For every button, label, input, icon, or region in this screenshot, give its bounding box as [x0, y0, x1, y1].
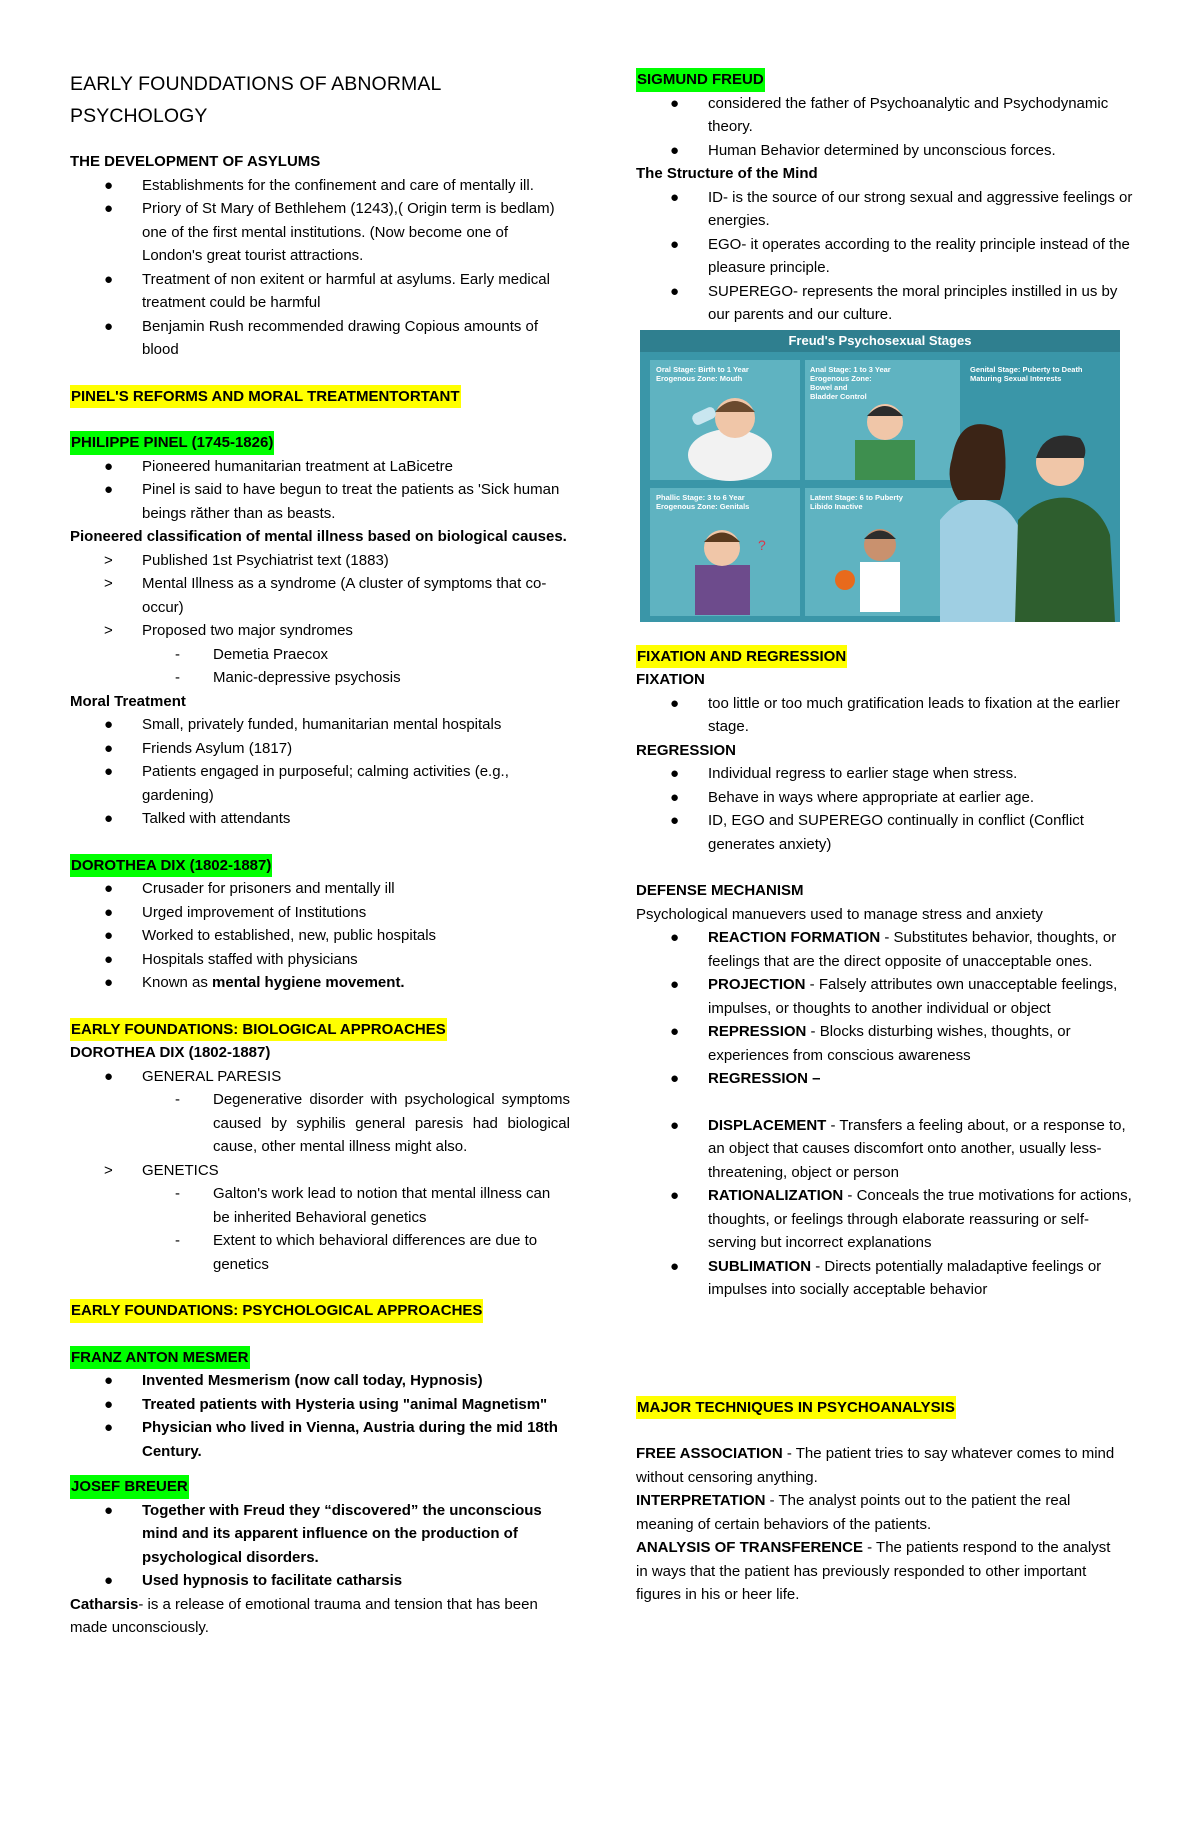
list-item: ● Establishments for the confinement and care of mentally ill. — [70, 174, 570, 198]
technique-free-association: FREE ASSOCIATION - The patient tries to say whatever comes to mind without censoring anything. — [636, 1445, 1115, 1486]
bullet-icon: ● — [104, 763, 114, 780]
psychological-heading: EARLY FOUNDATIONS: PSYCHOLOGICAL APPROACHES — [70, 1299, 570, 1323]
paresis-detail-list — [70, 1088, 570, 1159]
anal-zone-label-3: Bladder Control — [810, 391, 867, 401]
breuer-list — [70, 1499, 570, 1593]
illustration-title: Freud's Psychosexual Stages — [788, 332, 972, 348]
bullet-icon: ● — [670, 1257, 680, 1275]
pinel-name: PHILIPPE PINEL (1745-1826) — [70, 431, 570, 455]
bullet-icon: ● — [104, 317, 114, 335]
defense-heading: DEFENSE MECHANISM — [636, 882, 804, 899]
dash-icon: - — [175, 1232, 180, 1249]
bullet-icon: ● — [104, 1419, 114, 1436]
bullet-icon: ● — [104, 739, 114, 757]
bullet-icon: ● — [104, 457, 114, 475]
bullet-icon: ● — [670, 929, 680, 946]
list-item: ● Human Behavior determined by unconscious forces. — [636, 139, 1136, 163]
list-item: ● ID- is the source of our strong sexual and aggressive feelings or energies. — [636, 186, 1136, 233]
list-item: > Mental Illness as a syndrome (A cluster of symptoms that co-occur) — [70, 572, 570, 619]
arrow-icon: > — [104, 1161, 113, 1179]
genital-interest-label: Maturing Sexual Interests — [970, 373, 1062, 383]
technique-transference: ANALYSIS OF TRANSFERENCE - The patients respond to the analyst in ways that the patient has previously responded to other important figures in his or heer life. — [636, 1539, 1111, 1603]
catharsis-rest: - is a release of emotional trauma and tension that has been made unconsciously. — [70, 1595, 538, 1636]
psychosexual-stages-illustration — [640, 330, 1120, 622]
moral-treatment-list — [70, 713, 570, 831]
list-item: ● REGRESSION – — [636, 1067, 1136, 1091]
defense-list — [636, 926, 1136, 1302]
bullet-icon: ● — [104, 880, 114, 897]
list-item: - Extent to which behavioral differences are due to genetics — [70, 1229, 570, 1276]
biological-subheading: DOROTHEA DIX (1802-1887) — [70, 1044, 271, 1061]
list-item: > Proposed two major syndromes — [70, 619, 570, 643]
structure-list — [636, 186, 1136, 327]
anal-zone-label: Erogenous Zone: — [810, 373, 872, 383]
bullet-icon: ● — [104, 481, 114, 498]
question-mark-text: ? — [758, 536, 766, 553]
dash-icon: - — [175, 1091, 180, 1108]
bullet-icon: ● — [104, 927, 114, 944]
list-item: ● SUBLIMATION - Directs potentially maladaptive feelings or impulses into socially acceptable behavior — [636, 1255, 1136, 1302]
list-item: ● Small, privately funded, humanitarian mental hospitals — [70, 713, 570, 737]
mesmer-name: FRANZ ANTON MESMER — [70, 1346, 570, 1370]
pinel-heading: PINEL'S REFORMS AND MORAL TREATMENTORTANT — [70, 385, 570, 409]
list-item: ● Pinel is said to have begun to treat the patients as 'Sick human beings răther than as beasts. — [70, 478, 570, 525]
bullet-icon: ● — [670, 765, 680, 782]
list-item: ● considered the father of Psychoanalytic and Psychodynamic theory. — [636, 92, 1136, 139]
fixation-list — [636, 692, 1136, 739]
bullet-icon: ● — [670, 1116, 680, 1134]
bullet-icon: ● — [104, 200, 114, 217]
bullet-icon: ● — [104, 950, 114, 968]
bullet-icon: ● — [104, 810, 114, 827]
list-item: ● REACTION FORMATION - Substitutes behavior, thoughts, or feelings that are the direct opposite of unacceptable ones. — [636, 926, 1136, 973]
pinel-list — [70, 455, 570, 526]
catharsis-text: Catharsis- is a release of emotional trauma and tension that has been made unconsciously. — [70, 1595, 538, 1636]
dash-icon: - — [175, 669, 180, 686]
technique-interpretation: INTERPRETATION - The analyst points out to the patient the real meaning of certain behaviors of the patients. — [636, 1492, 1071, 1533]
bullet-icon: ● — [104, 1067, 114, 1085]
list-item: ● Invented Mesmerism (now call today, Hypnosis) — [70, 1369, 570, 1393]
arrow-icon: > — [104, 622, 113, 639]
bullet-icon: ● — [104, 1501, 114, 1519]
fixation-heading: FIXATION AND REGRESSION — [636, 645, 1136, 669]
list-item: ● Friends Asylum (1817) — [70, 737, 570, 761]
list-item: > GENETICS — [70, 1159, 570, 1183]
bullet-icon: ● — [670, 1070, 680, 1087]
list-item: > Published 1st Psychiatrist text (1883) — [70, 549, 570, 573]
structure-heading: The Structure of the Mind — [636, 165, 818, 182]
list-item: ● Treatment of non exitent or harmful at asylums. Early medical treatment could be harmful — [70, 268, 570, 315]
list-item: - Demetia Praecox — [70, 643, 570, 667]
bullet-icon: ● — [104, 270, 114, 288]
list-item: ● Urged improvement of Institutions — [70, 901, 570, 925]
bullet-icon: ● — [104, 176, 114, 194]
regression-label: REGRESSION — [636, 741, 737, 759]
freud-list — [636, 92, 1136, 163]
oral-zone-label: Erogenous Zone: Mouth — [656, 373, 743, 383]
list-item: ● SUPEREGO- represents the moral principles instilled in us by our parents and our culture. — [636, 280, 1136, 327]
bullet-icon: ● — [104, 974, 114, 991]
phallic-stage-label: Phallic Stage: 3 to 6 Year — [656, 492, 745, 502]
list-item: ● GENERAL PARESIS — [70, 1065, 570, 1089]
bullet-icon: ● — [670, 1023, 680, 1040]
list-item: ● Behave in ways where appropriate at earlier age. — [636, 786, 1136, 810]
bullet-icon: ● — [670, 976, 680, 993]
basketball-icon — [835, 570, 855, 590]
list-item: ● Together with Freud they “discovered” the unconscious mind and its apparent influence on the production of psychological disorders. — [70, 1499, 570, 1570]
list-item: ● Individual regress to earlier stage when stress. — [636, 762, 1136, 786]
list-item: ● Hospitals staffed with physicians — [70, 948, 570, 972]
genetics-detail-list — [70, 1182, 570, 1276]
mesmer-list — [70, 1369, 570, 1463]
biological-heading: EARLY FOUNDATIONS: BIOLOGICAL APPROACHES — [70, 1018, 570, 1042]
bullet-icon: ● — [670, 812, 680, 829]
list-item: ● REPRESSION - Blocks disturbing wishes, thoughts, or experiences from conscious awareness — [636, 1020, 1136, 1067]
bullet-icon: ● — [104, 1572, 114, 1589]
bullet-icon: ● — [670, 694, 680, 712]
freud-name: SIGMUND FREUD — [636, 68, 1136, 92]
list-item: ● Priory of St Mary of Bethlehem (1243),( Origin term is bedlam) one of the first mental institutions. (Now become one of London's great tourist attractions. — [70, 197, 570, 268]
list-item: ● ID, EGO and SUPEREGO continually in conflict (Conflict generates anxiety) — [636, 809, 1136, 856]
paresis-list — [70, 1065, 570, 1089]
anal-zone-label-2: Bowel and — [810, 382, 848, 392]
list-item: ● too little or too much gratification leads to fixation at the earlier stage. — [636, 692, 1136, 739]
list-item: ● Known as mental hygiene movement. — [70, 971, 570, 995]
pinel-arrow-list — [70, 549, 570, 643]
techniques-heading: MAJOR TECHNIQUES IN PSYCHOANALYSIS — [636, 1396, 1136, 1420]
list-item: ● Benjamin Rush recommended drawing Copious amounts of blood — [70, 315, 570, 362]
bullet-icon: ● — [670, 282, 680, 300]
dash-icon: - — [175, 1185, 180, 1202]
syndromes-list — [70, 643, 570, 690]
dix-name: DOROTHEA DIX (1802-1887) — [70, 854, 570, 878]
phallic-zone-label: Erogenous Zone: Genitals — [656, 501, 750, 511]
list-item: - Galton's work lead to notion that mental illness can be inherited Behavioral genetics — [70, 1182, 570, 1229]
list-item: ● EGO- it operates according to the reality principle instead of the pleasure principle. — [636, 233, 1136, 280]
bullet-icon: ● — [104, 1395, 114, 1413]
fixation-label: FIXATION — [636, 671, 705, 688]
pinel-classification: Pioneered classification of mental illness based on biological causes. — [70, 528, 567, 545]
right-column — [636, 68, 1136, 1607]
regression-list — [636, 762, 1136, 856]
breuer-name: JOSEF BREUER — [70, 1475, 570, 1499]
list-item: ● Worked to established, new, public hospitals — [70, 924, 570, 948]
list-item: ● Treated patients with Hysteria using "animal Magnetism" — [70, 1393, 570, 1417]
list-item: ● RATIONALIZATION - Conceals the true motivations for actions, thoughts, or feelings through elaborate reassuring or self-serving but incorrect explanations — [636, 1184, 1136, 1255]
bullet-icon: ● — [104, 903, 114, 921]
list-item: - Manic-depressive psychosis — [70, 666, 570, 690]
list-item: ● Crusader for prisoners and mentally ill — [70, 877, 570, 901]
bullet-icon: ● — [670, 94, 680, 112]
defense-intro: Psychological manuevers used to manage stress and anxiety — [636, 905, 1043, 923]
arrow-icon: > — [104, 551, 113, 569]
anal-stage-label: Anal Stage: 1 to 3 Year — [810, 364, 891, 374]
list-item: ● PROJECTION - Falsely attributes own unacceptable feelings, impulses, or thoughts to another individual or object — [636, 973, 1136, 1020]
list-item: ● Pioneered humanitarian treatment at LaBicetre — [70, 455, 570, 479]
list-item: ● Physician who lived in Vienna, Austria during the mid 18th Century. — [70, 1416, 570, 1463]
dix-list — [70, 877, 570, 995]
arrow-icon: > — [104, 575, 113, 592]
dash-icon: - — [175, 645, 180, 663]
latent-stage-label: Latent Stage: 6 to Puberty — [810, 492, 903, 502]
bullet-icon: ● — [670, 1187, 680, 1204]
list-item: ● Used hypnosis to facilitate catharsis — [70, 1569, 570, 1593]
list-item: ● DISPLACEMENT - Transfers a feeling about, or a response to, an object that causes discomfort onto another, usually less-threatening, object or person — [636, 1114, 1136, 1185]
list-item: - Degenerative disorder with psychological symptoms caused by syphilis general paresis had biological cause, other mental illness might also. — [70, 1088, 570, 1159]
asylums-heading: THE DEVELOPMENT OF ASYLUMS — [70, 153, 321, 170]
bullet-icon: ● — [104, 716, 114, 733]
genetics-list — [70, 1159, 570, 1183]
list-item: ● Talked with attendants — [70, 807, 570, 831]
moral-treatment-heading: Moral Treatment — [70, 692, 186, 710]
bullet-icon: ● — [104, 1372, 114, 1389]
bullet-icon: ● — [670, 141, 680, 159]
latent-libido-label: Libido Inactive — [810, 501, 863, 511]
document-title: EARLY FOUNDDATIONS OF ABNORMAL PSYCHOLOGY — [70, 73, 441, 127]
bullet-icon: ● — [670, 788, 680, 806]
left-column — [70, 68, 570, 1640]
bullet-icon: ● — [670, 188, 680, 206]
bullet-icon: ● — [670, 235, 680, 253]
oral-stage-label: Oral Stage: Birth to 1 Year — [656, 364, 749, 374]
asylums-list — [70, 174, 570, 362]
list-item: ● Patients engaged in purposeful; calming activities (e.g., gardening) — [70, 760, 570, 807]
genital-stage-label: Genital Stage: Puberty to Death — [970, 364, 1083, 374]
